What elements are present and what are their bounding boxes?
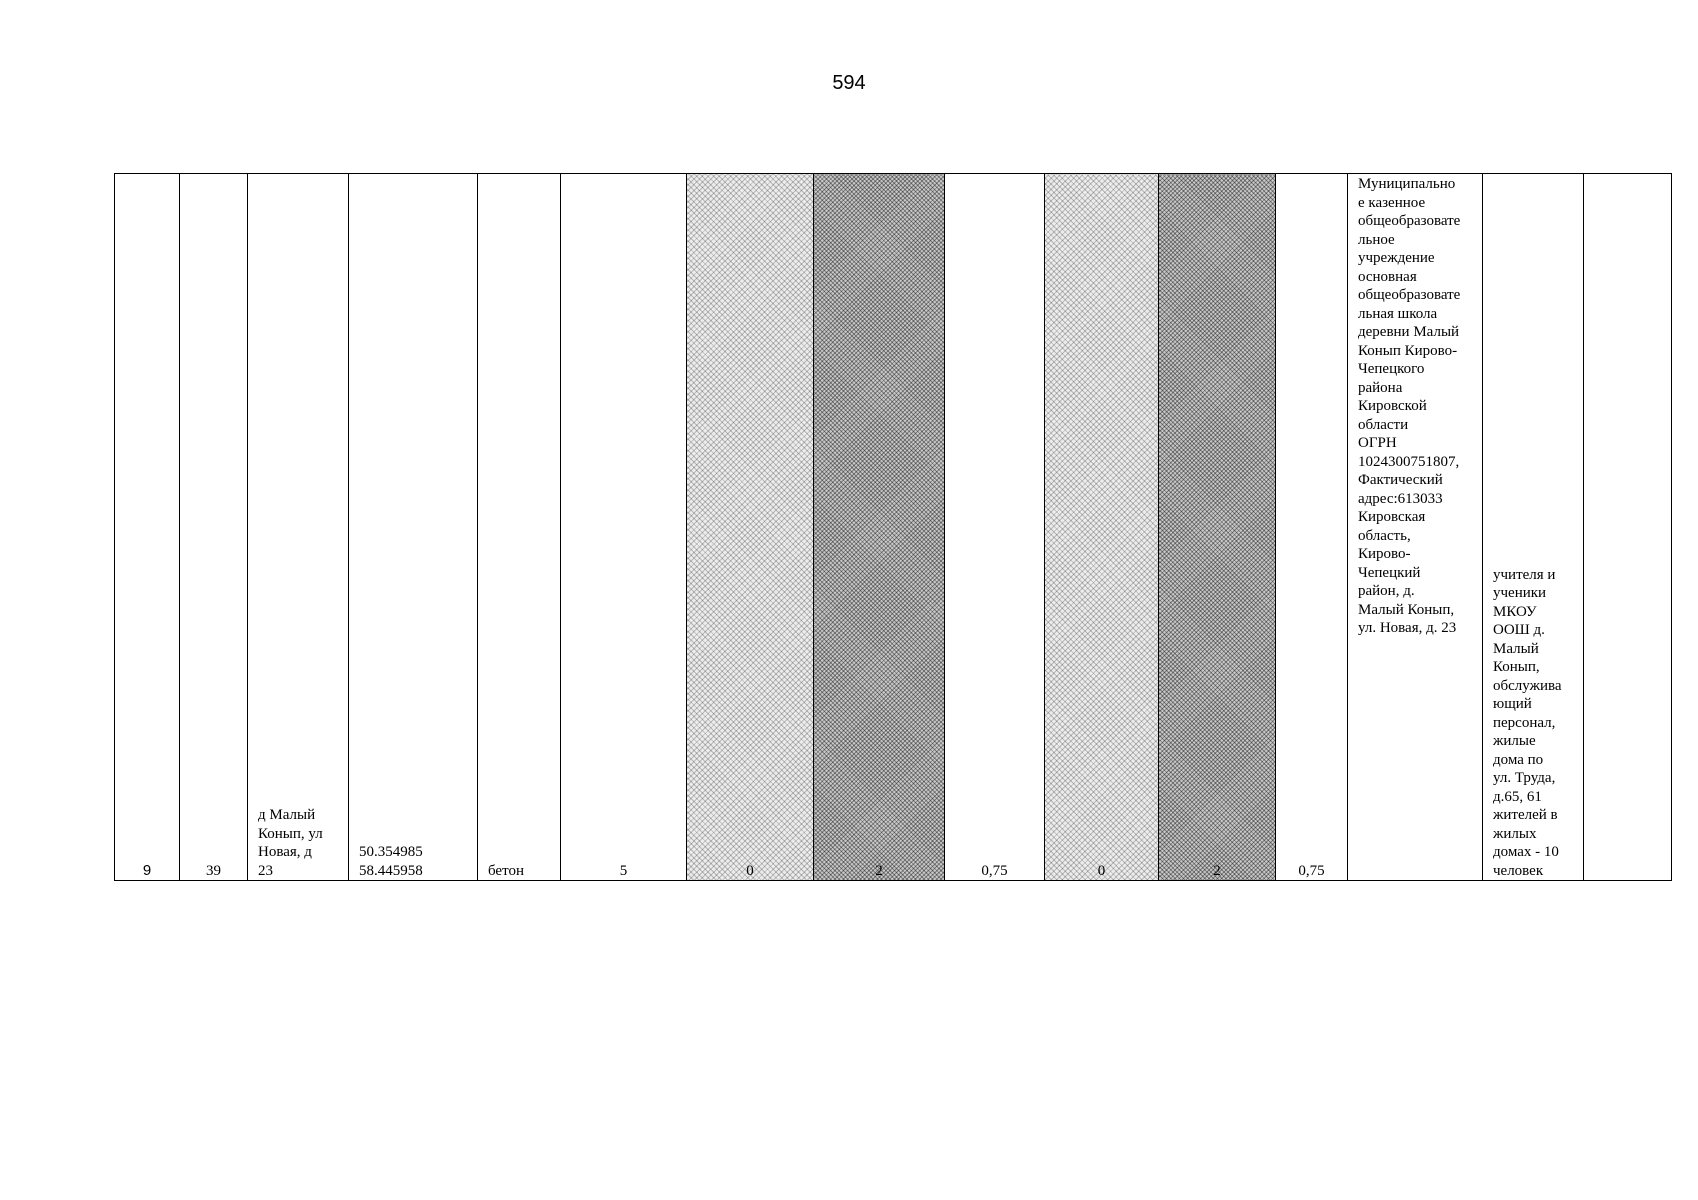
owner-line: Чепецкого [1358,361,1425,377]
owner-line: Фактический [1358,472,1443,488]
table-row [115,174,1672,881]
address-line: д Малый [258,807,316,823]
cell-address [248,174,349,881]
users-line: жилые [1493,733,1536,749]
address-line: Конып, ул [258,825,323,842]
owner-line: льное [1358,231,1395,248]
cell-col-15 [1584,174,1672,881]
users-line: ющий [1493,696,1532,712]
users-line: д.65, 61 [1493,788,1542,805]
owner-line: Малый Конып, [1358,601,1455,618]
cell-coordinates [349,174,478,881]
address-line: Новая, д [258,844,312,860]
owner-line: учреждение [1358,250,1435,266]
users-line: ООШ д. [1493,622,1545,638]
users-line: Малый [1493,640,1539,657]
address-line: 23 [258,862,273,879]
owner-line: адрес:613033 [1358,490,1443,507]
owner-line: 1024300751807, [1358,453,1460,470]
owner-line: Муниципально [1358,176,1456,192]
cell-site-id: 39 [180,174,248,881]
coordinate-latitude: 50.354985 [359,844,423,860]
owner-line: области [1358,416,1409,433]
owner-line: льная школа [1358,305,1438,322]
owner-line: Кировская [1358,509,1426,525]
cell-col-8: 2 [814,174,945,881]
users-line: ул. Труда, [1493,770,1556,786]
owner-line: Чепецкий [1358,564,1421,581]
owner-line: район, д. [1358,583,1415,599]
users-line: жителей в [1493,807,1558,823]
owner-line: деревни Малый [1358,324,1460,340]
users-line: домах - 10 [1493,844,1559,860]
cell-col-10: 0 [1045,174,1159,881]
cell-col-11: 2 [1159,174,1276,881]
owner-line: общеобразовате [1358,287,1461,303]
cell-surface: бетон [478,174,561,881]
coordinate-longitude: 58.445958 [359,862,423,879]
users-line: Конып, [1493,659,1540,675]
users-line: персонал, [1493,714,1556,731]
cell-area: 5 [561,174,687,881]
page-number: 594 [832,72,866,94]
owner-line: основная [1358,268,1417,285]
owner-line: общеобразовате [1358,213,1461,229]
owner-line: Кирово- [1358,546,1411,562]
users-line: МКОУ [1493,603,1537,620]
cell-col-7: 0 [687,174,814,881]
owner-line: Конып Кирово- [1358,342,1458,359]
users-line: ученики [1493,585,1547,601]
users-line: жилых [1493,825,1537,842]
owner-line: ОГРН [1358,435,1397,451]
users-line: учителя и [1493,566,1556,583]
cell-col-12: 0,75 [1276,174,1348,881]
cell-row-number: 9 [115,174,180,881]
registry-table [114,173,1672,881]
owner-line: ул. Новая, д. 23 [1358,620,1457,636]
owner-line: область, [1358,527,1411,544]
users-line: обслужива [1493,677,1562,694]
users-line: человек [1493,862,1544,879]
users-line: дома по [1493,751,1544,768]
cell-col-9: 0,75 [945,174,1045,881]
cell-users [1483,174,1584,881]
cell-owner [1348,174,1483,881]
owner-line: района [1358,379,1403,396]
owner-line: е казенное [1358,194,1426,211]
owner-line: Кировской [1358,398,1427,414]
